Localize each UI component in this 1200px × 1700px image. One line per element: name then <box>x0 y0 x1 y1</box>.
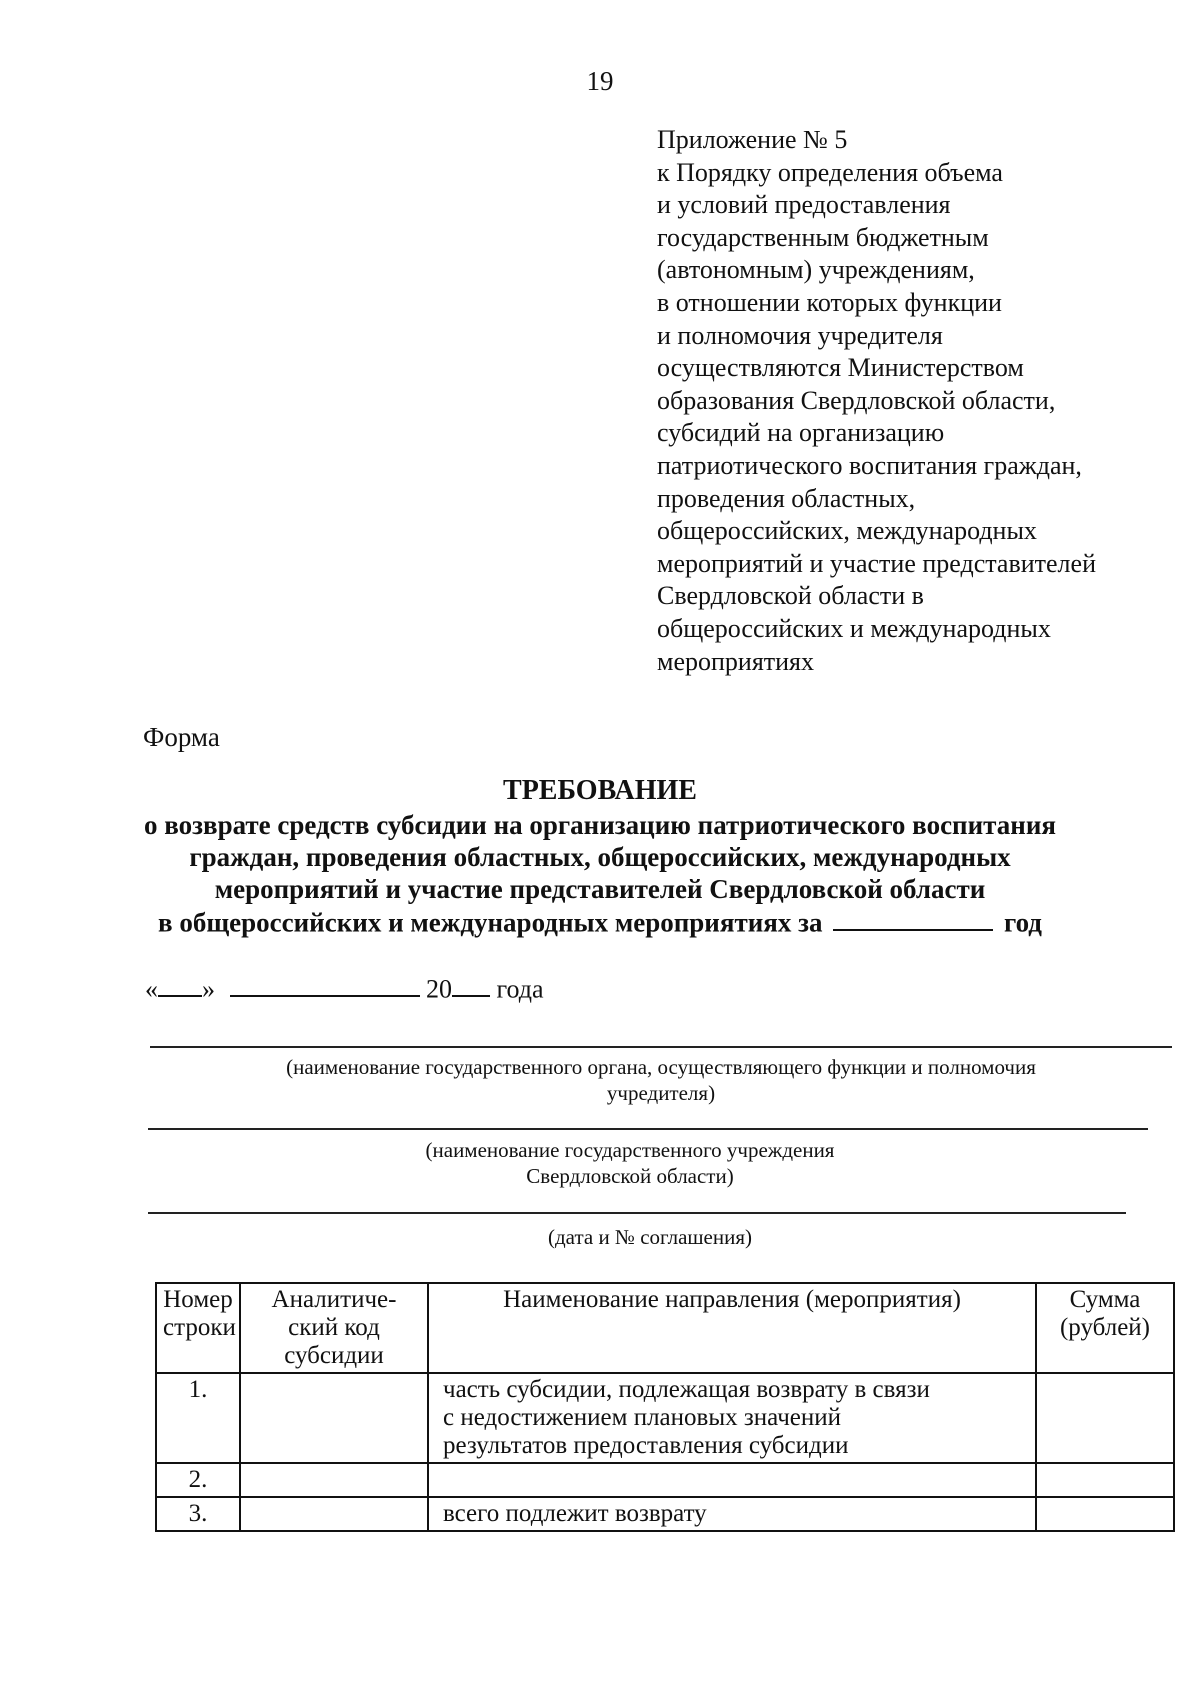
title-line-period <box>0 905 1200 938</box>
open-quote: « <box>145 974 158 1004</box>
close-quote: » <box>202 974 215 1004</box>
row-number-cell: 1. <box>156 1373 240 1463</box>
appendix-line: Приложение № 5 <box>657 125 848 154</box>
form-label: Форма <box>143 722 220 752</box>
caption-line: учредителя) <box>606 1081 716 1105</box>
title-heading: ТРЕБОВАНИЕ <box>503 775 697 806</box>
direction-name-cell: часть субсидии, подлежащая возврату в связи с недостижением плановых значений результатов предоставления субсидии <box>428 1373 1036 1463</box>
page-number: 19 <box>586 66 614 96</box>
header-analytic-code: Аналитиче- ский код субсидии <box>240 1283 428 1373</box>
appendix-line: осуществляются Министерством <box>657 353 1024 383</box>
appendix-line: образования Свердловской области, <box>657 385 1056 415</box>
appendix-line: субсидий на организацию <box>657 418 945 448</box>
table-header-row <box>156 1283 1174 1373</box>
analytic-code-cell[interactable] <box>240 1463 428 1497</box>
title-line: о возврате средств субсидии на организацию патриотического воспитания <box>144 810 1056 840</box>
institution-name-line[interactable] <box>148 1128 1148 1130</box>
table-row <box>156 1497 1174 1531</box>
caption-line: (наименование государственного учреждения <box>425 1138 835 1162</box>
header-row-number: Номер строки <box>156 1283 240 1373</box>
title-line-prefix: в общероссийских и международных мероприятиях за <box>158 907 823 938</box>
year-prefix: 20 <box>426 974 452 1004</box>
appendix-line: и полномочия учредителя <box>657 320 943 350</box>
title-line: мероприятий и участие представителей Свердловской области <box>214 874 986 904</box>
analytic-code-cell[interactable] <box>240 1497 428 1531</box>
direction-name-cell: всего подлежит возврату <box>428 1497 1036 1531</box>
appendix-block <box>657 124 1177 678</box>
agreement-line[interactable] <box>148 1212 1126 1214</box>
title-line-suffix: год <box>1004 907 1042 938</box>
day-blank-field[interactable] <box>158 972 202 997</box>
analytic-code-cell[interactable] <box>240 1373 428 1463</box>
appendix-line: к Порядку определения объема <box>657 157 1003 187</box>
row-number-cell: 2. <box>156 1463 240 1497</box>
appendix-line: общероссийских, международных <box>657 516 1037 546</box>
document-title <box>0 775 1200 938</box>
appendix-line: мероприятий и участие представителей <box>657 548 1096 578</box>
appendix-line: государственным бюджетным <box>657 222 989 252</box>
month-blank-field[interactable] <box>230 972 420 997</box>
caption-line: (наименование государственного органа, осуществляющего функции и полномочия <box>286 1055 1036 1079</box>
appendix-line: и условий предоставления <box>657 190 951 220</box>
appendix-line: в отношении которых функции <box>657 287 1002 317</box>
founder-caption <box>150 1054 1172 1106</box>
year-digits-blank-field[interactable] <box>452 972 490 997</box>
sum-cell[interactable] <box>1036 1463 1174 1497</box>
row-number-cell: 3. <box>156 1497 240 1531</box>
date-line <box>145 972 544 1004</box>
appendix-line: общероссийских и международных <box>657 613 1051 643</box>
year-blank-field[interactable] <box>833 905 993 931</box>
institution-caption <box>200 1137 1060 1189</box>
title-line: граждан, проведения областных, общероссийских, международных <box>189 842 1011 872</box>
table-row <box>156 1373 1174 1463</box>
appendix-line: патриотического воспитания граждан, <box>657 450 1082 480</box>
sum-cell[interactable] <box>1036 1497 1174 1531</box>
caption-line: Свердловской области) <box>526 1164 734 1188</box>
appendix-line: проведения областных, <box>657 483 916 513</box>
founder-name-line[interactable] <box>150 1046 1172 1048</box>
direction-name-cell[interactable] <box>428 1463 1036 1497</box>
appendix-line: Свердловской области в <box>657 581 924 611</box>
table-row <box>156 1463 1174 1497</box>
year-suffix: года <box>496 974 544 1004</box>
header-sum: Сумма (рублей) <box>1036 1283 1174 1373</box>
header-direction-name: Наименование направления (мероприятия) <box>428 1283 1036 1373</box>
appendix-line: мероприятиях <box>657 646 815 676</box>
refund-table <box>155 1282 1175 1532</box>
agreement-caption: (дата и № соглашения) <box>547 1225 753 1249</box>
appendix-line: (автономным) учреждениям, <box>657 255 975 285</box>
sum-cell[interactable] <box>1036 1373 1174 1463</box>
